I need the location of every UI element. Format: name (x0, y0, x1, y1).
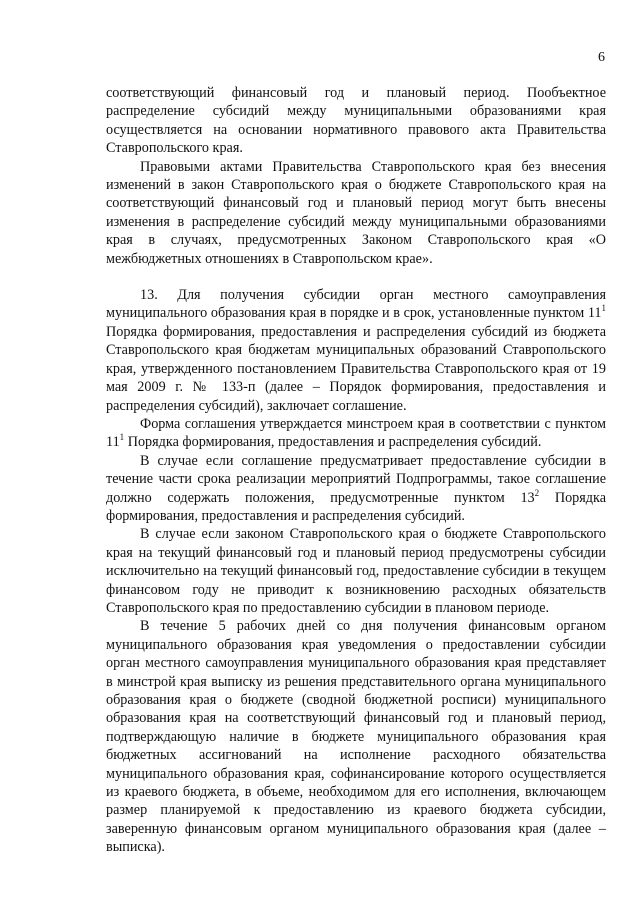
paragraph-2 (106, 158, 606, 268)
paragraph-4 (106, 415, 606, 452)
paragraph-text: Форма соглашения утверждается минстроем края в соответствии с пунктом 11 (106, 415, 606, 451)
paragraph-text: Порядка формирования, предоставления и распределения субсидий из бюджета Ставропольского края бюджетам муниципальных образований Ставропольского края, утвержденного постановлением Правительства Ставропольского края от 19 мая 2009 г. № 133-п (далее – Порядок формирования, предоставления и распределения субсидий), заключает соглашение. (106, 323, 606, 414)
paragraph-text: Правовыми актами Правительства Ставропольского края без внесения изменений в закон Ставропольского края о бюджете Ставропольского края на соответствующий финансовый год и плановый период могут быть внесены изменения в распределение субсидий между муниципальными образованиями края в случаях, предусмотренных Законом Ставропольского края «О межбюджетных отношениях в Ставропольском крае». (106, 158, 606, 267)
paragraph-5 (106, 452, 606, 526)
paragraph-text: В случае если законом Ставропольского края о бюджете Ставропольского края на текущий финансовый год и плановый период предусмотрены субсидии исключительно на текущий финансовый год, предоставление субсидии в текущем финансовом году не приводит к возникновению расходных обязательств Ставропольского края по предоставлению субсидии в плановом периоде. (106, 526, 606, 616)
superscript: 2 (534, 487, 540, 498)
paragraph-text: 13. Для получения субсидии орган местного самоуправления муниципального образования края в порядке и в срок, установленные пунктом 11 (106, 287, 606, 322)
paragraph-text: В случае если соглашение предусматривает предоставление субсидии в течение части срока реализации мероприятий Подпрограммы, такое соглашение должно содержать положения, предусмотренные пунктом 13 (106, 452, 606, 506)
document-body (106, 84, 606, 857)
paragraph-6 (106, 525, 606, 617)
paragraph-text: Порядка формирования, предоставления и распределения субсидий. (106, 489, 606, 524)
superscript: 1 (601, 303, 606, 314)
paragraph-3-section-13 (106, 286, 606, 415)
page-number: 6 (598, 50, 605, 65)
paragraph-text: Порядка формирования, предоставления и распределения субсидий. (124, 434, 542, 451)
paragraph-1 (106, 84, 606, 158)
paragraph-7 (106, 617, 606, 856)
paragraph-text: соответствующий финансовый год и плановый период. Пообъектное распределение субсидий между муниципальными образованиями края осуществляется на основании нормативного правового акта Правительства Ставропольского края. (106, 85, 606, 157)
paragraph-text: В течение 5 рабочих дней со дня получения финансовым органом муниципального образования края уведомления о предоставлении субсидии орган местного самоуправления муниципального образования края представляет в минстрой края выписку из решения представительного органа муниципального образования края о бюджете (сводной бюджетной росписи) муниципального образования края на соответствующий финансовый год и плановый период, подтверждающую наличие в бюджете муниципального образования края бюджетных ассигнований на исполнение расходного обязательства муниципального образования края, софинансирование которого осуществляется из краевого бюджета, в объеме, необходимом для его исполнения, включающем размер планируемой к предоставлению из краевого бюджета субсидии, заверенную финансовым органом муниципального образования края (далее – выписка). (106, 618, 606, 856)
superscript: 1 (119, 432, 125, 443)
